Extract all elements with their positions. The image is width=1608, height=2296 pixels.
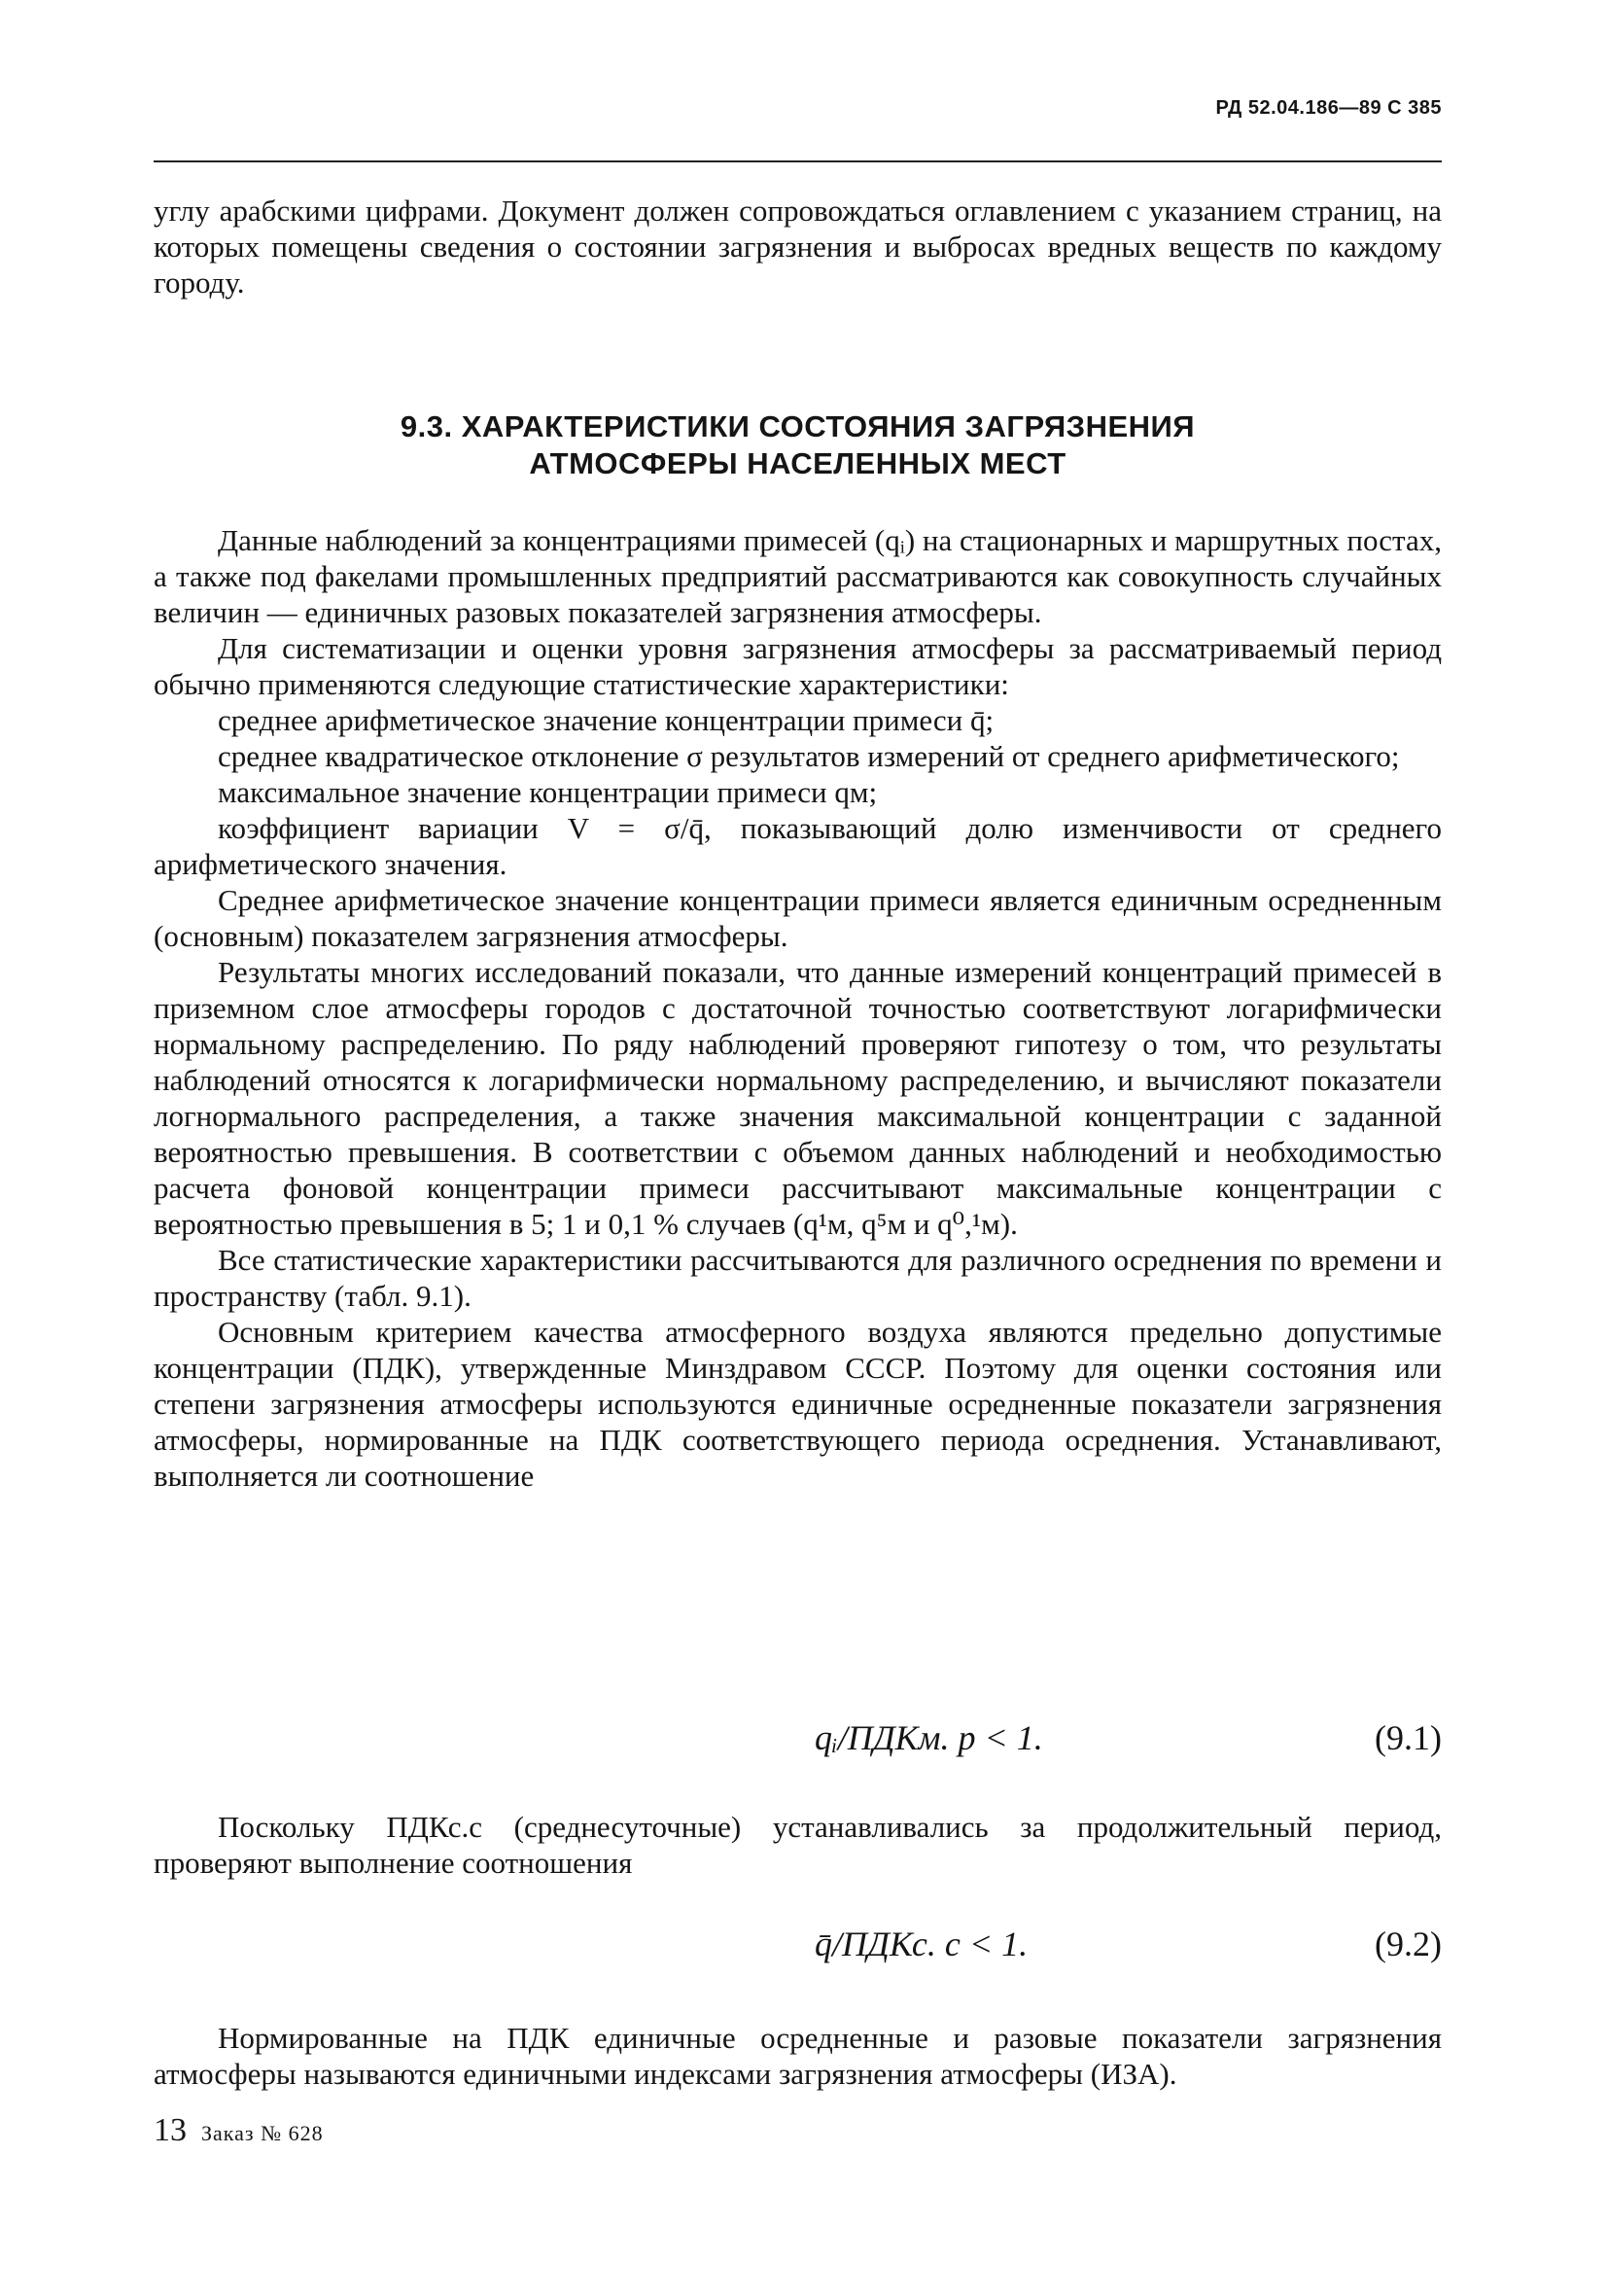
list-item: максимальное значение концентрации примеси qм; (218, 775, 878, 809)
text-after-formula-2 (154, 2020, 1442, 2092)
intro-block (154, 193, 1442, 300)
printer-footer (154, 2112, 324, 2149)
formula-9-2 (154, 1924, 1442, 1972)
section-title-line-2: АТМОСФЕРЫ НАСЕЛЕННЫХ МЕСТ (529, 446, 1066, 480)
paragraph: Поскольку ПДКс.с (среднесуточные) устанавливались за продолжительный период, проверяют выполнение соотношения (154, 1810, 1442, 1880)
document-code-header: РД 52.04.186—89 С 385 (1215, 97, 1442, 119)
order-number: Заказ № 628 (201, 2121, 324, 2145)
formula-number: (9.1) (1375, 1718, 1442, 1757)
header-divider (154, 160, 1442, 162)
paragraph: Нормированные на ПДК единичные осредненные и разовые показатели загрязнения атмосферы называются единичными индексами загрязнения атмосферы (ИЗА). (154, 2021, 1442, 2091)
formula-number: (9.2) (1375, 1925, 1442, 1963)
sheet-number: 13 (154, 2112, 187, 2148)
list-item: среднее арифметическое значение концентрации примеси q̄; (218, 703, 995, 737)
list-item: коэффициент вариации V = σ/q̄, показывающий долю изменчивости от среднего арифметического значения. (154, 811, 1442, 881)
paragraph: Все статистические характеристики рассчитываются для различного осреднения по времени и пространству (табл. 9.1). (154, 1243, 1442, 1313)
paragraph: Результаты многих исследований показали, что данные измерений концентраций примесей в приземном слое атмосферы городов с достаточной точностью соответствуют логарифмически нормальному распределению. По ряду наблюдений проверяют гипотезу о том, что результаты наблюдений относятся к логарифмически нормальному распределению, и вычисляют показатели логнормального распределения, а также значения максимальной концентрации с заданной вероятностью превышения. В соответствии с объемом данных наблюдений и необходимостью расчета фоновой концентрации примеси рассчитывают максимальные концентрации с вероятностью превышения в 5; 1 и 0,1 % случаев (q¹м, q⁵м и q⁰,¹м). (154, 955, 1442, 1241)
paragraph: Основным критерием качества атмосферного воздуха являются предельно допустимые концентрации (ПДК), утвержденные Минздравом СССР. Поэтому для оценки состояния или степени загрязнения атмосферы используются единичные осредненные показатели загрязнения атмосферы, нормированные на ПДК соответствующего периода осреднения. Устанавливают, выполняется ли соотношение (154, 1315, 1442, 1493)
formula-9-1 (154, 1717, 1442, 1766)
section-title (154, 408, 1442, 482)
formula-expression: qᵢ/ПДКм. р < 1. (815, 1718, 1043, 1757)
paragraph: Данные наблюдений за концентрациями примесей (qᵢ) на стационарных и маршрутных постах, а также под факелами промышленных предприятий рассматриваются как совокупность случайных величин — единичных разовых показателей загрязнения атмосферы. (154, 523, 1442, 629)
main-text (154, 522, 1442, 1494)
paragraph: Среднее арифметическое значение концентрации примеси является единичным осредненным (основным) показателем загрязнения атмосферы. (154, 883, 1442, 953)
text-after-formula-1 (154, 1809, 1442, 1881)
list-item: среднее квадратическое отклонение σ результатов измерений от среднего арифметического; (218, 739, 1400, 773)
section-title-line-1: 9.3. ХАРАКТЕРИСТИКИ СОСТОЯНИЯ ЗАГРЯЗНЕНИЯ (400, 409, 1196, 443)
intro-paragraph: углу арабскими цифрами. Документ должен сопровождаться оглавлением с указанием страниц, на которых помещены сведения о состоянии загрязнения и выбросах вредных веществ по каждому городу. (154, 194, 1442, 300)
formula-expression: q̄/ПДКс. с < 1. (815, 1925, 1029, 1963)
paragraph: Для систематизации и оценки уровня загрязнения атмосферы за рассматриваемый период обычно применяются следующие статистические характеристики: (154, 631, 1442, 701)
